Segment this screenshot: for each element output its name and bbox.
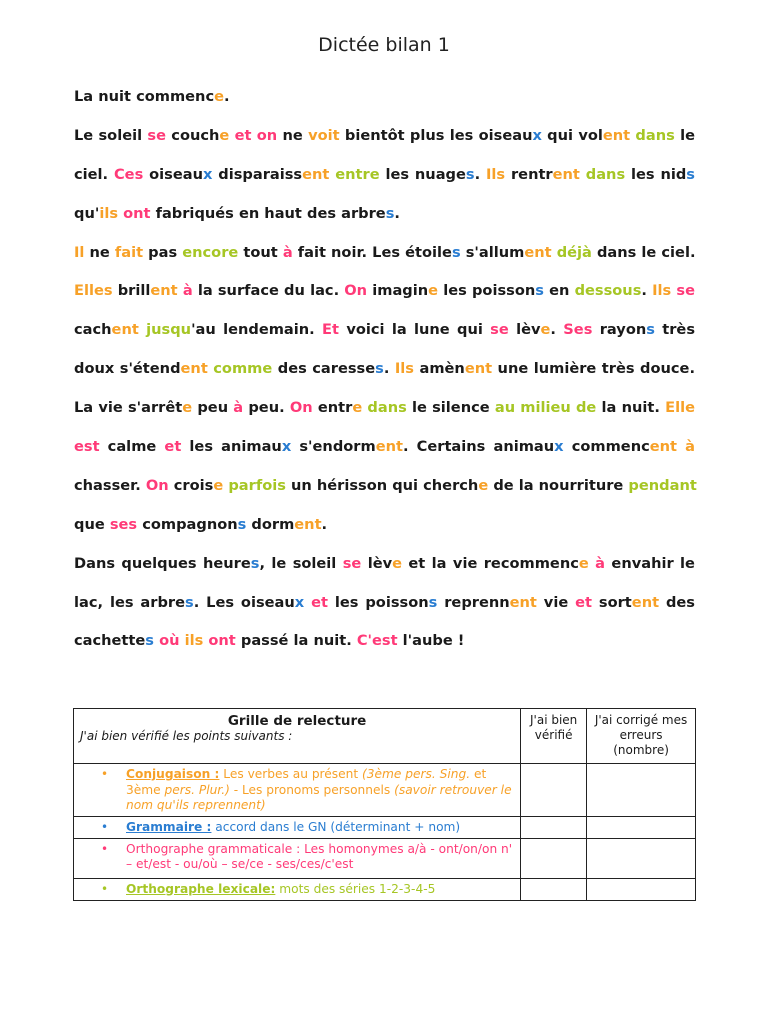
check-cell-corrected[interactable] xyxy=(587,816,696,838)
text-line: Dans quelques heures, le soleil se lève et la vie recommence à envahir le xyxy=(74,554,695,572)
grid-row-conjugaison xyxy=(74,764,696,817)
text-line: cachettes où ils ont passé la nuit. C'est l'aube ! xyxy=(74,632,465,650)
criterion-grammaire: Grammaire : accord dans le GN (déterminant + nom) xyxy=(126,819,461,834)
bullet-icon: • xyxy=(101,841,109,856)
check-cell-verified[interactable] xyxy=(521,838,587,878)
grid-header-row xyxy=(74,709,696,764)
bullet-icon: • xyxy=(101,819,109,834)
grid-row-orthographe-lexicale xyxy=(74,878,696,900)
col-corrected-header: J'ai corrigé mes erreurs (nombre) xyxy=(587,709,696,764)
criterion-orthographe-grammaticale: Orthographe grammaticale : Les homonymes a/à - ont/on/on n' – et/est - ou/où – se/ce - ses/ces/c'est xyxy=(126,841,513,871)
check-cell-corrected[interactable] xyxy=(587,878,696,900)
text-line: doux s'étendent comme des caresses. Ils amènent une lumière très douce. xyxy=(74,360,695,378)
text-line: Il ne fait pas encore tout à fait noir. Les étoiles s'allument déjà dans le ciel. xyxy=(74,243,696,261)
proofreading-grid xyxy=(73,708,696,901)
check-cell-verified[interactable] xyxy=(521,816,587,838)
grid-subtitle: J'ai bien vérifié les points suivants : xyxy=(80,729,293,743)
text-line: Elles brillent à la surface du lac. On imagine les poissons en dessous. Ils se xyxy=(74,282,695,300)
text-line: chasser. On croise parfois un hérisson qui cherche de la nourriture pendant xyxy=(74,476,697,494)
bullet-icon: • xyxy=(101,767,109,781)
grid-row-grammaire xyxy=(74,816,696,838)
bullet-icon: • xyxy=(101,881,109,896)
text-line: Le soleil se couche et on ne voit bientôt plus les oiseaux qui volent dans le xyxy=(74,126,695,144)
text-line: est calme et les animaux s'endorment. Certains animaux commencent à xyxy=(74,438,695,456)
text-line: lac, les arbres. Les oiseaux et les poissons reprennent vie et sortent des xyxy=(74,593,695,611)
check-cell-corrected[interactable] xyxy=(587,838,696,878)
text-line: cachent jusqu'au lendemain. Et voici la lune qui se lève. Ses rayons très xyxy=(74,321,696,339)
criterion-conjugaison: Conjugaison : Les verbes au présent (3ème pers. Sing. et 3ème pers. Plur.) - Les pronoms personnels (savoir retrouver le nom qu'ils reprennent) xyxy=(126,767,512,812)
check-cell-corrected[interactable] xyxy=(587,764,696,817)
text-line: ciel. Ces oiseaux disparaissent entre les nuages. Ils rentrent dans les nids xyxy=(74,165,695,183)
check-cell-verified[interactable] xyxy=(521,878,587,900)
col-verified-header: J'ai bien vérifié xyxy=(521,709,587,764)
grid-title: Grille de relecture xyxy=(227,713,367,729)
page-title: Dictée bilan 1 xyxy=(318,34,450,56)
text-line: La nuit commence. xyxy=(74,88,230,105)
check-cell-verified[interactable] xyxy=(521,764,587,817)
text-line: qu'ils ont fabriqués en haut des arbres. xyxy=(74,204,400,222)
dictation-text xyxy=(74,78,695,661)
text-line: La vie s'arrête peu à peu. On entre dans le silence au milieu de la nuit. Elle xyxy=(74,399,695,417)
criterion-orthographe-lexicale: Orthographe lexicale: mots des séries 1-2-3-4-5 xyxy=(126,881,436,896)
text-line: que ses compagnons dorment. xyxy=(74,515,328,533)
grid-row-orthographe-grammaticale xyxy=(74,838,696,878)
